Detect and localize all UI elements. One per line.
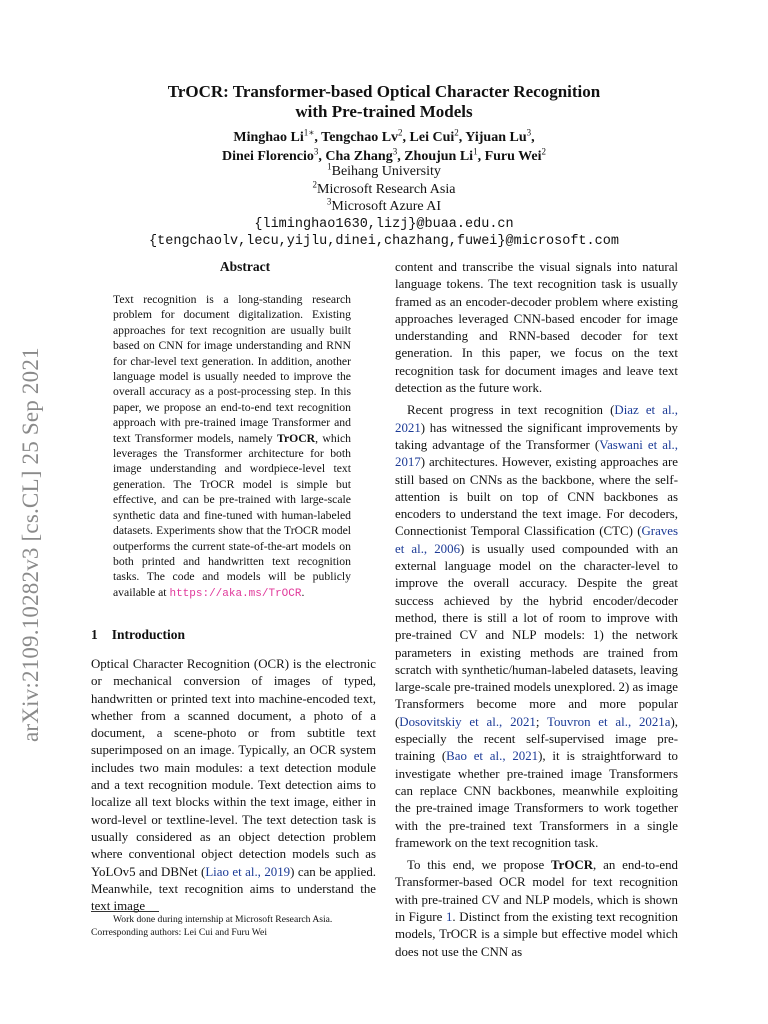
footnote-line-2: Corresponding authors: Lei Cui and Furu Wei: [91, 926, 267, 938]
citation-link[interactable]: Touvron et al., 2021a: [547, 714, 671, 729]
intro-paragraph-1-cont: content and transcribe the visual signals into natural language tokens. The text recognition task is usually framed as an encoder-decoder problem where existing approaches leveraged CNN-based encoder for image understanding and RNN-based decoder for text generation. In this paper, we focus on the text recognition task for document images and leave text detection as the future work.: [395, 260, 678, 396]
footnote-rule: [91, 911, 159, 912]
author-affil-mark: 3: [313, 146, 319, 157]
author-name: Dinei Florencio: [221, 149, 314, 164]
citation-link[interactable]: Diaz et al., 2021: [395, 403, 678, 435]
affil-name: Microsoft Research Asia: [317, 181, 456, 197]
affiliation-1: [90, 163, 678, 181]
author-name: Cha Zhang: [325, 149, 393, 164]
author-affil-mark: 2: [398, 127, 403, 138]
author-name: Minghao Li: [233, 130, 304, 145]
section-heading-introduction: [91, 627, 381, 643]
body-text: To this end, we propose: [407, 858, 552, 873]
author-name: Furu Wei: [484, 149, 542, 164]
author-affil-mark: 1: [473, 146, 478, 157]
body-text: ), especially the recent self-supervised image pre-training (: [395, 714, 678, 764]
intro-paragraph-1: [91, 656, 376, 915]
intro-paragraph-2: [395, 402, 678, 852]
body-text: . Distinct from the existing text recognition models, TrOCR is a simple but effective model which does not use the CNN as: [395, 909, 678, 959]
arxiv-side-label: arXiv:2109.10282v3 [cs.CL] 25 Sep 2021: [18, 347, 43, 742]
body-text: ), it is straightforward to investigate whether pre-trained image Transformers can replace CNN backbones, meanwhile exploiting the pre-trained image Transformers to work together with the pre-trained text Transformers in a single framework on the text recognition task.: [395, 749, 678, 850]
body-text: ) is usually used compounded with an external language model on the character-level to improve the overall accuracy. Despite the great success achieved by the hybrid encoder/decoder method, there is still a lot of room to improve with pre-trained CV and NLP models: 1) the network parameters in existing methods are trained from scratch with synthetic/human-labeled datasets, leaving large-scale pre-trained models unexplored. 2) as image Transformers become more and more popular (: [395, 541, 679, 729]
citation-link[interactable]: Liao et al., 2019: [205, 864, 291, 879]
author-name: Yijuan Lu: [465, 130, 527, 145]
body-text: ) architectures. However, existing approaches are still based on CNNs as the backbone, where the self-attention is built on top of CNN backbones as encoders to understand the text image. For decoders, Connectionist Temporal Classification (CTC) (: [395, 455, 678, 539]
body-text: ) has witnessed the significant improvements by taking advantage of the Transformer (: [395, 420, 678, 452]
citation-link[interactable]: Bao et al., 2021: [446, 749, 539, 764]
author-affil-mark: 1∗: [303, 127, 315, 138]
abstract-text: , which leverages the Transformer architecture for both image understanding and wordpiece-level text generation. The TrOCR model is simple but effective, and can be pre-trained with large-scale synthetic data and fine-tuned with human-labeled datasets. Experiments show that the TrOCR model outperforms the current state-of-the-art models on both printed and handwritten text recognition tasks. The code and models will be publicly available at: [113, 431, 351, 599]
author-list: [90, 128, 678, 166]
email-line-2: {tengchaolv,lecu,yijlu,dinei,chazhang,fuwei}@microsoft.com: [149, 234, 619, 249]
section-title: Introduction: [111, 627, 186, 642]
author-name: Zhoujun Li: [404, 149, 474, 164]
abstract-text: .: [301, 585, 305, 599]
affil-mark: 1: [327, 161, 332, 172]
right-column: [395, 259, 678, 961]
body-text: , an end-to-end Transformer-based OCR model for text recognition with pre-trained CV and NLP models, which is shown in Figure: [395, 858, 678, 924]
citation-link[interactable]: Dosovitskiy et al., 2021: [399, 714, 536, 729]
title-line-2: with Pre-trained Models: [295, 102, 473, 121]
affil-mark: 2: [312, 178, 318, 189]
author-affil-mark: 2: [541, 146, 546, 157]
affil-mark: 3: [326, 196, 332, 207]
body-text: Recent progress in text recognition (: [407, 403, 615, 418]
affil-name: Microsoft Azure AI: [331, 199, 442, 214]
footnote: [91, 914, 379, 939]
section-number: 1: [91, 627, 98, 642]
intro-paragraph-3: [395, 857, 678, 961]
author-name: Tengchao Lv: [321, 130, 399, 145]
model-name: TrOCR: [551, 858, 594, 873]
citation-link[interactable]: Graves et al., 2006: [395, 524, 678, 556]
figure-ref-link[interactable]: 1: [445, 909, 453, 924]
affil-name: Beihang University: [331, 164, 441, 179]
affiliation-2: [90, 178, 678, 199]
body-text: Optical Character Recognition (OCR) is the electronic or mechanical conversion of images of typed, handwritten or printed text into machine-encoded text, whether from a scanned document, a photo of a document, a scene-photo or from subtitle text superimposed on an image. Typically, an OCR system includes two main modules: a text detection module and a text recognition module. Text detection aims to localize all text blocks within the text image, either in word-level or textline-level. The text detection task is usually considered as an object detection problem where conventional object detection models such as YoLOv5 and DBNet (: [91, 657, 376, 879]
author-line-2: Dinei Florencio$^3$, Cha Zhang$^3$, Zhoujun Li$^1$, Furu Wei$^2$: [221, 146, 546, 164]
abstract-text: Text recognition is a long-standing research problem for document digitalization. Existing approaches for text recognition are usually built based on CNN for image understanding and RNN for char-level text generation. In addition, another language model is usually needed to improve the overall accuracy as a post-processing step. In this paper, we propose an end-to-end text recognition approach with pre-trained image Transformer and text Transformer models, namely: [113, 293, 351, 445]
author-affil-mark: 3: [526, 127, 532, 138]
citation-link[interactable]: Vaswani et al., 2017: [395, 437, 678, 470]
footnote-line-1: Work done during internship at Microsoft Research Asia.: [113, 914, 333, 925]
email-line-1: {liminghao1630,lizj}@buaa.edu.cn: [254, 216, 514, 232]
author-line-1: Minghao $Li^{1∗}$, Tengchao Lv$^2$, Lei Cui$^2$, Yijuan Lu$^3$,: [233, 127, 535, 145]
abstract-heading: Abstract: [219, 259, 271, 274]
body-text: ;: [535, 714, 548, 729]
author-name: Lei Cui: [409, 130, 455, 145]
paper-title: [90, 82, 678, 122]
code-url-link[interactable]: https://aka.ms/TrOCR: [169, 587, 302, 600]
abstract-body: [113, 292, 351, 602]
body-text: ) can be applied. Meanwhile, text recognition aims to understand the text image: [91, 864, 376, 914]
author-affil-mark: 3: [392, 146, 398, 157]
author-affil-mark: 2: [454, 127, 459, 138]
affiliations: [90, 163, 678, 251]
title-line-1: TrOCR: Transformer-based Optical Character Recognition: [167, 82, 601, 101]
abstract-model-name: TrOCR: [277, 431, 316, 445]
affiliation-3: [90, 198, 678, 216]
